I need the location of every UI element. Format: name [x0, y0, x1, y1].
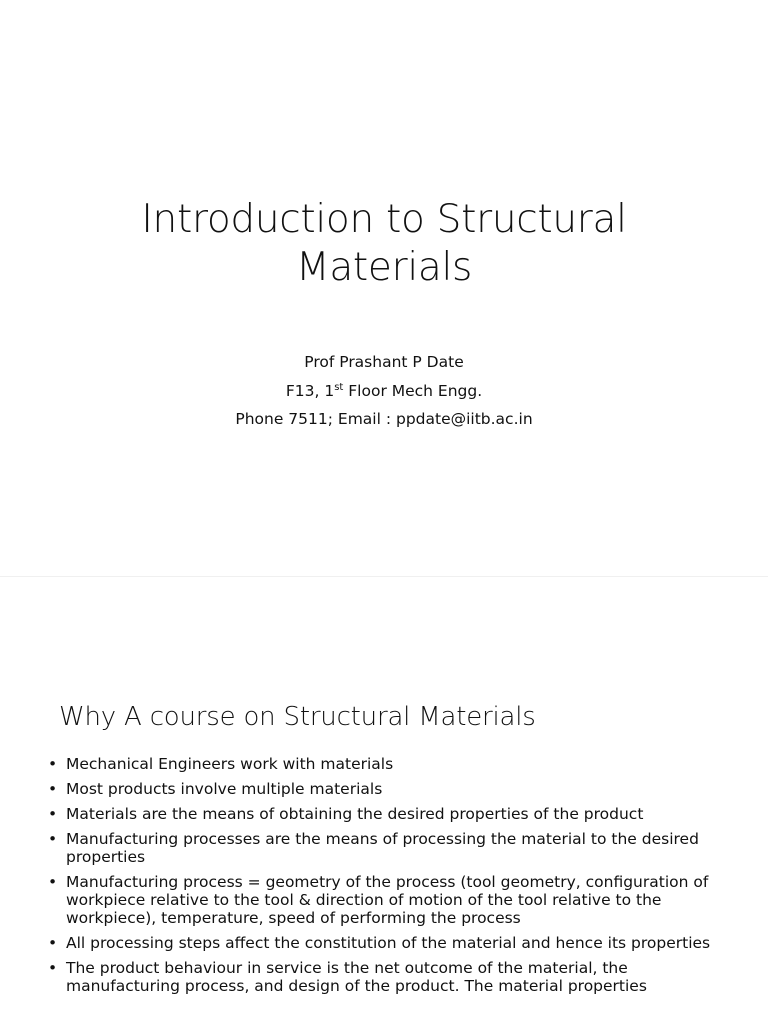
bullet-dot-icon: •: [48, 805, 58, 823]
office-prefix: F13, 1: [285, 381, 335, 400]
bullet-dot-icon: •: [48, 934, 58, 952]
bullet-dot-icon: •: [48, 780, 58, 798]
presenter-name: Prof Prashant P Date: [304, 353, 464, 371]
bullet-item: • The product behaviour in service is the net outcome of the material, the manufacturing process, and design of the product. The material properties: [48, 959, 647, 995]
bullet-item: • Most products involve multiple materials: [48, 780, 383, 798]
slide-heading: Why A course on Structural Materials: [59, 702, 536, 732]
bullet-dot-icon: •: [48, 830, 58, 848]
title-line-2: Materials: [295, 245, 473, 290]
bullet-dot-icon: •: [48, 755, 58, 773]
bullet-item: • Mechanical Engineers work with materials: [48, 755, 394, 773]
office-superscript: st: [334, 381, 344, 393]
bullet-item: • Manufacturing processes are the means of processing the material to the desired properties: [48, 830, 699, 866]
office-location: [40, 377, 728, 406]
title-line-1: Introduction to Structural: [141, 197, 627, 242]
bullet-list: [48, 755, 738, 1002]
slide-title: [40, 196, 728, 292]
bullet-item: • All processing steps affect the constitution of the material and hence its properties: [48, 934, 711, 952]
contact-details: Phone 7511; Email : ppdate@iitb.ac.in: [235, 410, 533, 428]
bullet-dot-icon: •: [48, 959, 58, 977]
slide-2: [0, 576, 768, 1025]
bullet-dot-icon: •: [48, 873, 58, 891]
bullet-item: • Manufacturing process = geometry of the process (tool geometry, configuration of workpiece relative to the tool & direction of motion of the tool relative to the workpiece), temperature, speed of performing the process: [48, 873, 709, 927]
bullet-item: • Materials are the means of obtaining the desired properties of the product: [48, 805, 644, 823]
presenter-info: [40, 348, 728, 434]
office-suffix: Floor Mech Engg.: [343, 381, 483, 400]
